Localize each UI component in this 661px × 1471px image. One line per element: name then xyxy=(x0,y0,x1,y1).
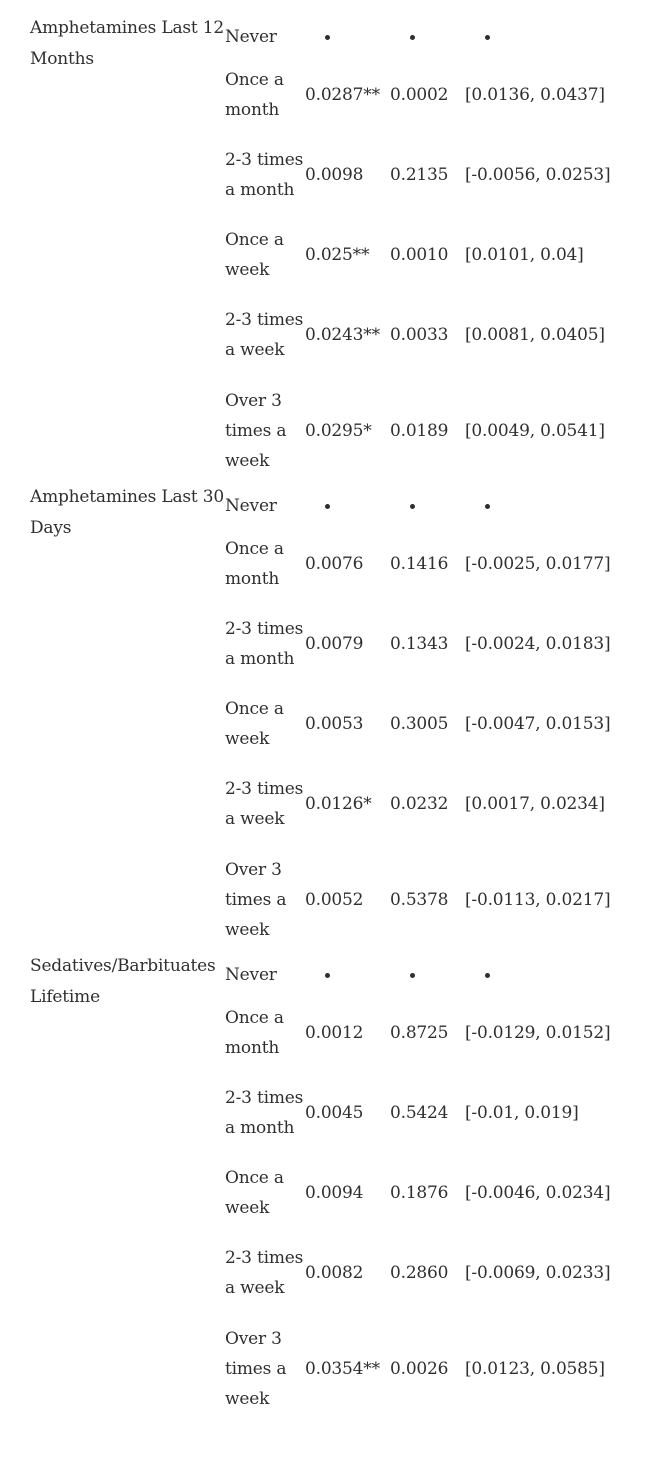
confidence-interval-cell: [0.0017, 0.0234] xyxy=(465,794,605,814)
reference-dot-icon xyxy=(410,35,415,40)
frequency-level-cell: 2-3 times a week xyxy=(225,1248,304,1298)
p-value-cell: 0.0189 xyxy=(390,421,449,441)
frequency-level-cell: Never xyxy=(225,26,277,47)
variable-name-cell: Amphetamines Last 30 Days xyxy=(30,487,224,538)
confidence-interval-cell: [-0.0024, 0.0183] xyxy=(465,634,611,654)
frequency-level-cell: 2-3 times a month xyxy=(225,150,304,200)
frequency-level-cell: Once a week xyxy=(225,1168,284,1218)
coefficient-cell: 0.0082 xyxy=(305,1263,364,1283)
confidence-interval-cell: [0.0101, 0.04] xyxy=(465,245,584,265)
p-value-cell: 0.0026 xyxy=(390,1359,449,1379)
p-value-cell: 0.8725 xyxy=(390,1023,449,1043)
table-row xyxy=(26,479,635,532)
p-value-cell: 0.5424 xyxy=(390,1103,449,1123)
frequency-level-cell: Over 3 times a week xyxy=(225,1329,287,1409)
confidence-interval-cell: [-0.0129, 0.0152] xyxy=(465,1023,611,1043)
frequency-level-cell: Over 3 times a week xyxy=(225,391,287,471)
coefficient-cell: 0.025** xyxy=(305,245,370,265)
p-value-cell: 0.0232 xyxy=(390,794,449,814)
coefficient-cell: 0.0012 xyxy=(305,1023,364,1043)
confidence-interval-cell: [0.0081, 0.0405] xyxy=(465,325,605,345)
reference-dot-icon xyxy=(485,504,490,509)
reference-dot-icon xyxy=(485,35,490,40)
frequency-level-cell: Once a month xyxy=(225,1008,284,1058)
variable-name-cell: Sedatives/Barbituates Lifetime xyxy=(30,956,216,1007)
frequency-level-cell: Once a month xyxy=(225,70,284,120)
reference-dot-icon xyxy=(410,504,415,509)
confidence-interval-cell: [-0.0113, 0.0217] xyxy=(465,890,611,910)
table-row xyxy=(26,948,635,1001)
coefficient-cell: 0.0079 xyxy=(305,634,364,654)
reference-dot-icon xyxy=(485,973,490,978)
p-value-cell: 0.2860 xyxy=(390,1263,449,1283)
p-value-cell: 0.0033 xyxy=(390,325,449,345)
frequency-level-cell: 2-3 times a week xyxy=(225,779,304,829)
frequency-level-cell: Once a week xyxy=(225,230,284,280)
p-value-cell: 0.1343 xyxy=(390,634,449,654)
coefficient-cell: 0.0052 xyxy=(305,890,364,910)
table-row xyxy=(26,10,635,63)
frequency-level-cell: Over 3 times a week xyxy=(225,860,287,940)
confidence-interval-cell: [-0.0056, 0.0253] xyxy=(465,165,611,185)
regression-results-table xyxy=(26,10,635,1417)
p-value-cell: 0.1876 xyxy=(390,1183,449,1203)
frequency-level-cell: Once a week xyxy=(225,699,284,749)
coefficient-cell: 0.0045 xyxy=(305,1103,364,1123)
p-value-cell xyxy=(390,10,465,63)
reference-dot-icon xyxy=(325,504,330,509)
confidence-interval-cell: [-0.0047, 0.0153] xyxy=(465,714,611,734)
confidence-interval-cell xyxy=(465,10,635,63)
frequency-level-cell: 2-3 times a month xyxy=(225,619,304,669)
coefficient-cell xyxy=(305,948,390,1001)
confidence-interval-cell: [-0.01, 0.019] xyxy=(465,1103,579,1123)
coefficient-cell: 0.0098 xyxy=(305,165,364,185)
confidence-interval-cell xyxy=(465,479,635,532)
regression-results-body xyxy=(26,10,635,1417)
reference-dot-icon xyxy=(410,973,415,978)
confidence-interval-cell: [0.0049, 0.0541] xyxy=(465,421,605,441)
p-value-cell: 0.2135 xyxy=(390,165,449,185)
p-value-cell: 0.0010 xyxy=(390,245,449,265)
coefficient-cell: 0.0053 xyxy=(305,714,364,734)
variable-name-cell: Amphetamines Last 12 Months xyxy=(30,18,224,69)
p-value-cell: 0.5378 xyxy=(390,890,449,910)
confidence-interval-cell xyxy=(465,948,635,1001)
frequency-level-cell: Never xyxy=(225,495,277,516)
confidence-interval-cell: [0.0136, 0.0437] xyxy=(465,85,605,105)
frequency-level-cell: 2-3 times a month xyxy=(225,1088,304,1138)
confidence-interval-cell: [-0.0046, 0.0234] xyxy=(465,1183,611,1203)
p-value-cell: 0.1416 xyxy=(390,554,449,574)
confidence-interval-cell: [0.0123, 0.0585] xyxy=(465,1359,605,1379)
p-value-cell: 0.0002 xyxy=(390,85,449,105)
p-value-cell: 0.3005 xyxy=(390,714,449,734)
p-value-cell xyxy=(390,479,465,532)
confidence-interval-cell: [-0.0069, 0.0233] xyxy=(465,1263,611,1283)
coefficient-cell: 0.0243** xyxy=(305,325,380,345)
p-value-cell xyxy=(390,948,465,1001)
coefficient-cell: 0.0126* xyxy=(305,794,372,814)
coefficient-cell: 0.0354** xyxy=(305,1359,380,1379)
coefficient-cell xyxy=(305,479,390,532)
frequency-level-cell: 2-3 times a week xyxy=(225,310,304,360)
coefficient-cell xyxy=(305,10,390,63)
frequency-level-cell: Once a month xyxy=(225,539,284,589)
coefficient-cell: 0.0295* xyxy=(305,421,372,441)
coefficient-cell: 0.0076 xyxy=(305,554,364,574)
coefficient-cell: 0.0094 xyxy=(305,1183,364,1203)
confidence-interval-cell: [-0.0025, 0.0177] xyxy=(465,554,611,574)
coefficient-cell: 0.0287** xyxy=(305,85,380,105)
reference-dot-icon xyxy=(325,35,330,40)
reference-dot-icon xyxy=(325,973,330,978)
frequency-level-cell: Never xyxy=(225,964,277,985)
